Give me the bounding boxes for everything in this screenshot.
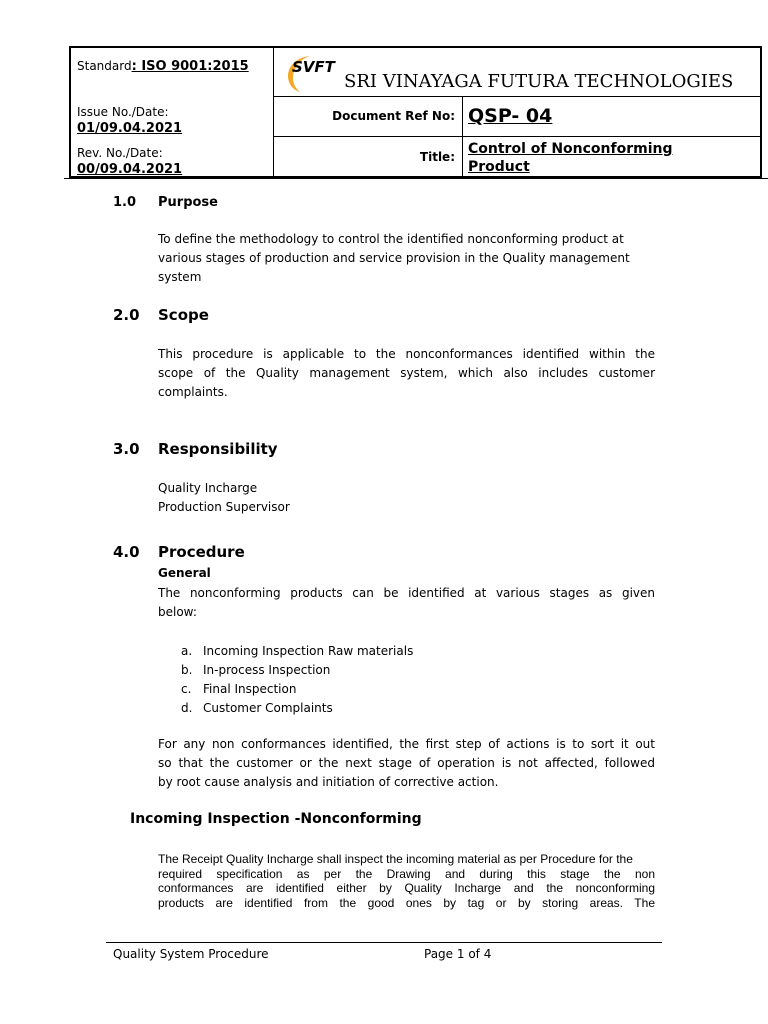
procedure-closing (158, 735, 655, 792)
list-item-text: Incoming Inspection Raw materials (203, 644, 414, 658)
header-divider (273, 96, 762, 97)
text-line: various stages of production and service provision in the Quality management (158, 251, 630, 265)
section-number: 2.0 (113, 306, 140, 324)
header-underline (64, 178, 768, 179)
text-line: required specification as per the Drawing and during this stage the non (158, 866, 655, 881)
section-heading-responsibility: Responsibility (158, 440, 278, 458)
list-item: Quality Incharge (158, 481, 258, 495)
standard-label: Standard (77, 59, 132, 73)
list-item (181, 661, 413, 680)
title-value-line1: Control of Nonconforming (468, 141, 673, 157)
docref-label: Document Ref No: (332, 109, 455, 123)
list-item (181, 642, 413, 661)
title-label: Title: (419, 150, 455, 164)
list-item-text: In-process Inspection (203, 663, 331, 677)
section-number: 1.0 (113, 195, 137, 210)
list-marker: b. (181, 663, 193, 677)
text-line: scope of the Quality management system, which also includes customer (158, 366, 655, 380)
text-line: For any non conformances identified, the first step of actions is to sort it out (158, 737, 655, 751)
incoming-inspection-heading: Incoming Inspection -Nonconforming (130, 811, 422, 827)
list-item (181, 699, 413, 718)
procedure-subheading: General (158, 566, 211, 580)
section-heading-procedure: Procedure (158, 543, 245, 561)
text-line: so that the customer or the next stage of operation is not affected, followed (158, 756, 655, 770)
text-line: The nonconforming products can be identified at various stages as given (158, 586, 655, 600)
header-divider (273, 136, 762, 137)
section-heading-scope: Scope (158, 306, 209, 324)
footer-title: Quality System Procedure (113, 947, 269, 961)
list-item-text: Customer Complaints (203, 701, 333, 715)
text-line: system (158, 270, 202, 284)
logo-text: SVFT (292, 58, 335, 76)
stages-list (181, 642, 413, 718)
purpose-paragraph (158, 230, 658, 287)
issue-label: Issue No./Date: (77, 105, 169, 119)
issue-value: 01/09.04.2021 (77, 121, 183, 136)
list-item: Production Supervisor (158, 500, 290, 514)
incoming-paragraph (158, 852, 655, 910)
standard-value: : ISO 9001:2015 (131, 59, 249, 74)
responsibility-list (158, 479, 290, 517)
text-line: conformances are identified either by Quality Incharge and the nonconforming (158, 881, 655, 895)
text-line: products are identified from the good ones by tag or by storing areas. The (158, 895, 655, 910)
section-heading-purpose: Purpose (158, 195, 218, 210)
text-line: below: (158, 605, 197, 619)
text-line: This procedure is applicable to the nonconformances identified within the (158, 347, 655, 361)
logo-swoosh-icon (280, 50, 348, 94)
list-marker: d. (181, 701, 193, 715)
section-number: 3.0 (113, 440, 140, 458)
text-line: complaints. (158, 385, 228, 399)
list-item-text: Final Inspection (203, 682, 297, 696)
page-number: Page 1 of 4 (424, 947, 492, 961)
procedure-intro (158, 584, 655, 622)
footer-rule (106, 942, 662, 943)
rev-label: Rev. No./Date: (77, 146, 163, 160)
title-value-line2: Product (468, 159, 530, 175)
text-line: The Receipt Quality Incharge shall inspect the incoming material as per Procedure for the (158, 852, 633, 866)
list-item (181, 680, 413, 699)
text-line: by root cause analysis and initiation of corrective action. (158, 775, 499, 789)
scope-paragraph (158, 345, 655, 402)
standard-field (77, 59, 249, 74)
list-marker: c. (181, 682, 192, 696)
list-marker: a. (181, 644, 193, 658)
docref-value: QSP- 04 (468, 105, 553, 127)
text-line: To define the methodology to control the identified nonconforming product at (158, 232, 624, 246)
rev-value: 00/09.04.2021 (77, 162, 183, 177)
section-number: 4.0 (113, 543, 140, 561)
header-divider (273, 48, 274, 176)
company-logo (280, 50, 348, 94)
company-name: SRI VINAYAGA FUTURA TECHNOLOGIES (344, 71, 734, 92)
